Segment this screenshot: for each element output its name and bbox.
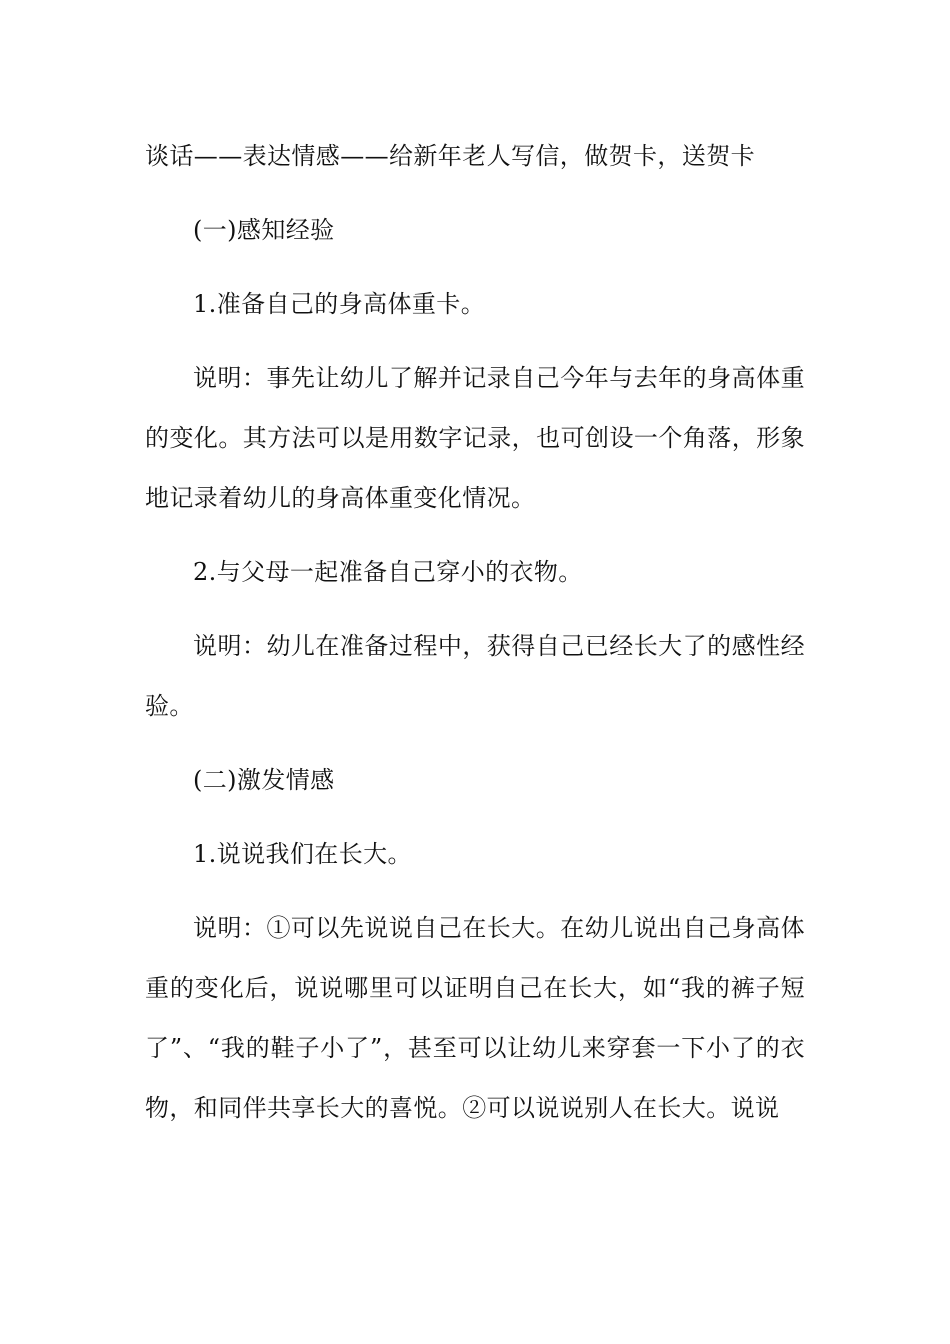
section-heading-2: (二)激发情感: [193, 766, 335, 794]
paragraph-explanation-2: 说明：幼儿在准备过程中，获得自己已经长大了的感性经验。: [145, 632, 805, 720]
list-item-1-2: 2.与父母一起准备自己穿小的衣物。: [193, 558, 583, 586]
document-body: [145, 126, 805, 1138]
list-item-1-1: 1.准备自己的身高体重卡。: [193, 290, 486, 318]
section-heading-1: (一)感知经验: [193, 216, 335, 244]
paragraph-intro: 谈话——表达情感——给新年老人写信，做贺卡，送贺卡: [145, 142, 755, 170]
paragraph-explanation-1: 说明：事先让幼儿了解并记录自己今年与去年的身高体重的变化。其方法可以是用数字记录，也可创设一个角落，形象地记录着幼儿的身高体重变化情况。: [145, 364, 805, 512]
paragraph-explanation-3: 说明：①可以先说说自己在长大。在幼儿说出自己身高体重的变化后，说说哪里可以证明自己在长大，如“我的裤子短了”、“我的鞋子小了”，甚至可以让幼儿来穿套一下小了的衣物，和同伴共享长大的喜悦。②可以说说别人在长大。说说: [145, 914, 805, 1122]
list-item-2-1: 1.说说我们在长大。: [193, 840, 412, 868]
